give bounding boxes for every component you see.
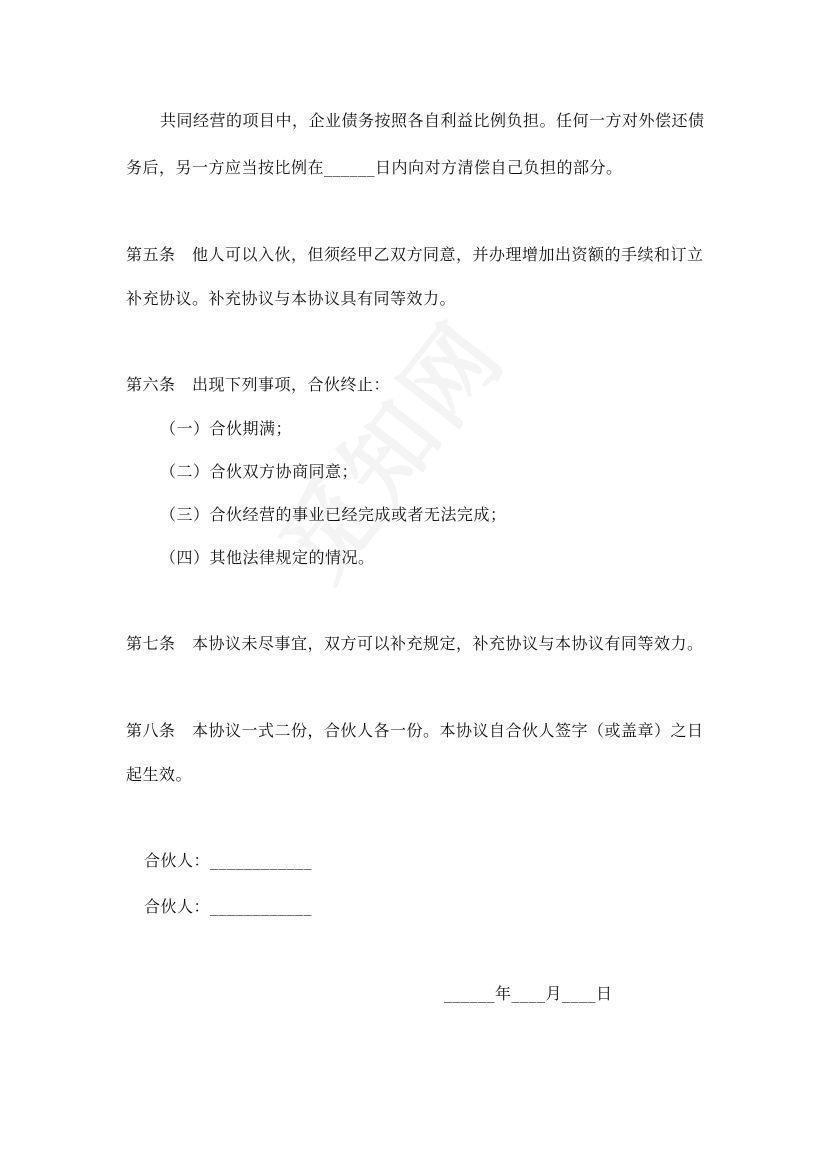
article-6-item-4: （四）其他法律规定的情况。	[160, 548, 375, 567]
partner-signature-1: 合伙人：____________	[144, 851, 313, 870]
article-5-line-1: 第五条 他人可以入伙，但须经甲乙双方同意，并办理增加出资额的手续和订立	[126, 245, 704, 264]
article-8-line-2: 起生效。	[126, 765, 193, 784]
article-5-line-2: 补充协议。补充协议与本协议具有同等效力。	[126, 289, 457, 308]
partner-signature-2: 合伙人：____________	[144, 897, 313, 916]
date-line: ______年____月____日	[444, 984, 613, 1003]
paragraph-debt-line-2: 务后，另一方应当按比例在______日内向对方清偿自己负担的部分。	[126, 158, 623, 177]
article-8-line-1: 第八条 本协议一式二份，合伙人各一份。本协议自合伙人签字（或盖章）之日	[126, 721, 704, 740]
article-6-item-2: （二）合伙双方协商同意；	[160, 462, 359, 481]
article-7-line-1: 第七条 本协议未尽事宜，双方可以补充规定，补充协议与本协议有同等效力。	[126, 634, 704, 653]
article-6-item-3: （三）合伙经营的事业已经完成或者无法完成；	[160, 505, 507, 524]
article-6-heading: 第六条 出现下列事项，合伙终止：	[126, 375, 391, 394]
paragraph-debt-line-1: 共同经营的项目中，企业债务按照各自利益比例负担。任何一方对外偿还债	[160, 111, 705, 130]
article-6-item-1: （一）合伙期满；	[160, 419, 293, 438]
